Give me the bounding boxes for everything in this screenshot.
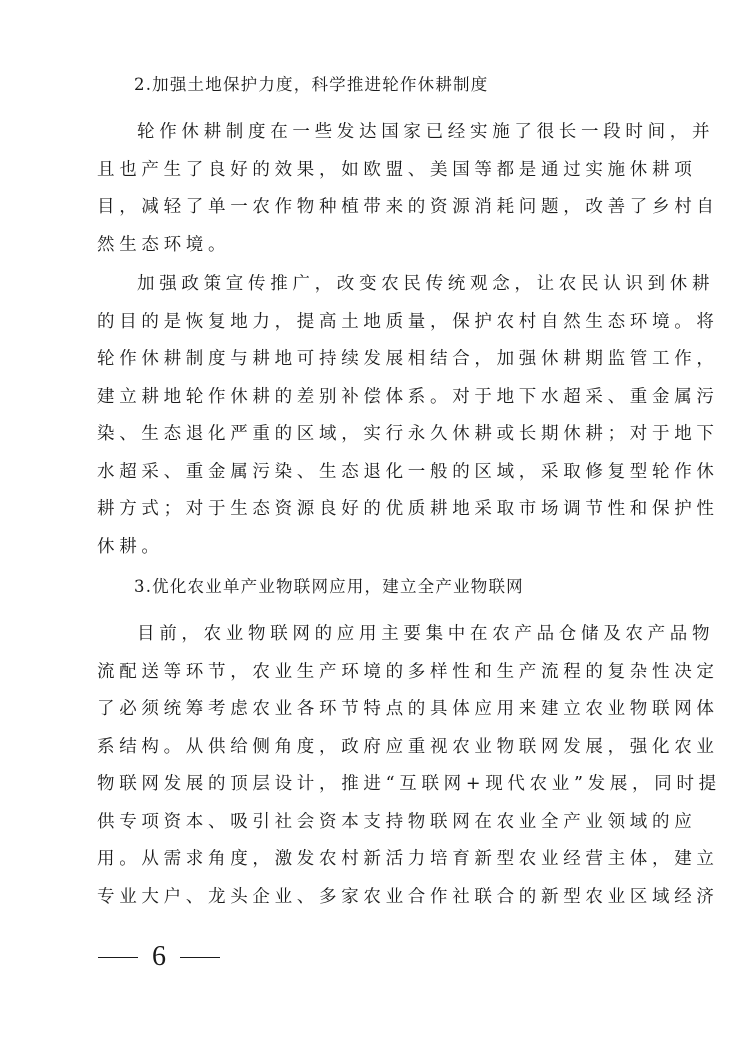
page-footer xyxy=(98,940,220,974)
text-line: 耕方式；对于生态资源良好的优质耕地采取市场调节性和保护性 xyxy=(97,499,719,519)
text-line: 休耕。 xyxy=(97,536,164,557)
text-line: 的目的是恢复地力，提高土地质量，保护农村自然生态环境。将 xyxy=(97,311,719,332)
paragraph-rotation-fallow xyxy=(97,114,719,264)
page-number: 6 xyxy=(152,941,166,972)
text-line: 目，减轻了单一农作物种植带来的资源消耗问题，改善了乡村自 xyxy=(97,197,719,217)
section-heading-2: 2.加强土地保护力度，科学推进轮作休耕制度 xyxy=(134,75,489,94)
text-line: 建立耕地轮作休耕的差别补偿体系。对于地下水超采、重金属污 xyxy=(97,386,719,407)
document-body xyxy=(97,70,721,918)
text-line: 系结构。从供给侧角度，政府应重视农业物联网发展，强化农业 xyxy=(97,736,719,757)
text-line: 水超采、重金属污染、生态退化一般的区域，采取修复型轮作休 xyxy=(97,461,719,482)
text-line: 且也产生了良好的效果，如欧盟、美国等都是通过实施休耕项 xyxy=(97,159,697,180)
paragraph-iot-application xyxy=(97,616,721,916)
text-line: 轮作休耕制度在一些发达国家已经实施了很长一段时间，并 xyxy=(137,122,715,142)
text-line: 染、生态退化严重的区域，实行永久休耕或长期休耕；对于地下 xyxy=(97,424,719,444)
paragraph-policy-promotion xyxy=(97,266,719,566)
text-line: 供专项资本、吸引社会资本支持物联网在农业全产业领域的应 xyxy=(97,811,697,832)
footer-dash-right xyxy=(180,957,220,958)
text-line: 了必须统筹考虑农业各环节特点的具体应用来建立农业物联网体 xyxy=(97,699,719,719)
section-heading-3: 3.优化农业单产业物联网应用，建立全产业物联网 xyxy=(134,577,524,596)
text-line: 目前，农业物联网的应用主要集中在农产品仓储及农产品物 xyxy=(137,624,715,644)
text-line: 然生态环境。 xyxy=(97,234,231,255)
text-line: 物联网发展的顶层设计，推进“互联网+现代农业”发展，同时提 xyxy=(97,774,721,794)
text-line: 专业大户、龙头企业、多家农业合作社联合的新型农业区域经济 xyxy=(97,886,719,907)
text-line: 流配送等环节，农业生产环境的多样性和生产流程的复杂性决定 xyxy=(97,661,719,682)
text-line: 轮作休耕制度与耕地可持续发展相结合，加强休耕期监管工作， xyxy=(97,349,719,369)
footer-dash-left xyxy=(98,957,138,958)
text-line: 用。从需求角度，激发农村新活力培育新型农业经营主体，建立 xyxy=(97,849,719,869)
text-line: 加强政策宣传推广，改变农民传统观念，让农民认识到休耕 xyxy=(137,274,715,294)
